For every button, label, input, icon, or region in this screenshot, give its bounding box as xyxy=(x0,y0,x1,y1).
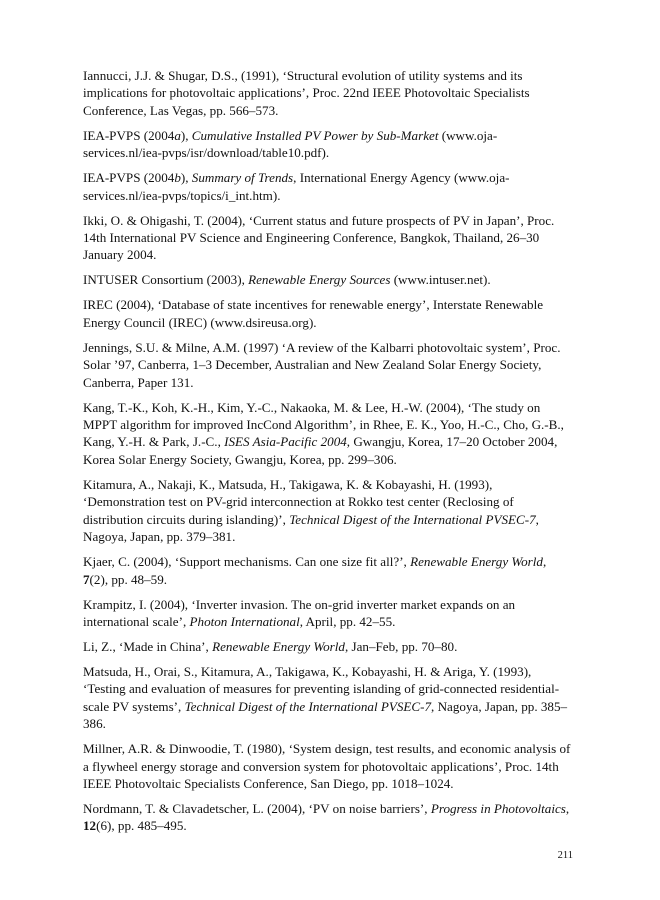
reference-text: , Jan–Feb, pp. 70–80. xyxy=(344,638,458,654)
reference-text: (2), pp. 48–59. xyxy=(89,571,168,587)
reference-text: Kang, T.-K., Koh, K.-H., Kim, Y.-C., Nakaoka, M. & Lee, H.-W. (2004), ‘The study on MPPT algorithm for improved IncCond Algorithm’, in Rhee, E. K., Yoo, H.-C., Cho, G.-B., Kang, Y.-H. & Park, J.-C., xyxy=(83,399,564,450)
reference-text: , xyxy=(542,554,547,570)
reference-text: , Nagoya, Japan, pp. 379–381. xyxy=(83,511,539,545)
reference-italic-text: Renewable Energy Sources xyxy=(248,272,391,288)
reference-text: (www.intuser.net). xyxy=(390,272,491,288)
reference-entry xyxy=(83,476,573,546)
reference-italic-text: Technical Digest of the International PVSEC-7 xyxy=(184,698,432,714)
reference-text: (6), pp. 485–495. xyxy=(96,818,187,834)
reference-entry xyxy=(83,169,573,204)
reference-text: Li, Z., ‘Made in China’, xyxy=(83,638,213,654)
reference-entry xyxy=(83,399,573,469)
reference-bold-text: 7 xyxy=(83,571,90,587)
reference-entry xyxy=(83,553,573,588)
reference-italic-text: Renewable Energy World xyxy=(212,638,345,654)
reference-bold-text: 12 xyxy=(83,818,97,834)
reference-italic-text: Summary of Trends xyxy=(191,170,294,186)
reference-entry xyxy=(83,663,573,733)
reference-text: Matsuda, H., Orai, S., Kitamura, A., Takigawa, K., Kobayashi, H. & Ariga, Y. (1993), ‘Testing and evaluation of measures for preventing islanding of grid-connected residential-scale PV systems’, xyxy=(83,663,560,714)
reference-entry xyxy=(83,296,573,331)
reference-text: Millner, A.R. & Dinwoodie, T. (1980), ‘System design, test results, and economic analysis of a flywheel energy storage and conversion system for photovoltaic applications’, Proc. 14th IEEE Photovoltaic Specialists Conference, San Diego, pp. 1018–1024. xyxy=(83,741,571,791)
reference-list xyxy=(83,67,573,842)
reference-italic-text: b xyxy=(174,170,181,186)
reference-text: IREC (2004), ‘Database of state incentives for renewable energy’, Interstate Renewable Energy Council (IREC) (www.dsireusa.org). xyxy=(83,297,544,330)
reference-entry xyxy=(83,339,573,391)
reference-text: Iannucci, J.J. & Shugar, D.S., (1991), ‘Structural evolution of utility systems and its implications for photovoltaic applications’, Proc. 22nd IEEE Photovoltaic Specialists Conference, Las Vegas, pp. 566–573. xyxy=(83,68,530,118)
reference-entry xyxy=(83,212,573,264)
reference-text: Ikki, O. & Ohigashi, T. (2004), ‘Current status and future prospects of PV in Japan’, Proc. 14th International PV Science and Engineering Conference, Bangkok, Thailand, 26–30 January 2004. xyxy=(83,212,555,263)
reference-entry xyxy=(83,596,573,631)
reference-text: INTUSER Consortium (2003), xyxy=(83,272,249,288)
reference-entry xyxy=(83,127,573,162)
reference-text: , International Energy Agency (www.oja-services.nl/iea-pvps/topics/i_int.htm). xyxy=(83,170,510,203)
reference-text: (www.oja-services.nl/iea-pvps/isr/download/table10.pdf). xyxy=(83,127,498,161)
reference-italic-text: a xyxy=(174,127,181,143)
page-number: 211 xyxy=(557,850,573,861)
reference-text: Kitamura, A., Nakaji, K., Matsuda, H., Takigawa, K. & Kobayashi, H. (1993), ‘Demonstration test on PV-grid interconnection at Rokko test center (Reclosing of distribution circuits during islanding)’, xyxy=(83,476,514,527)
reference-text: Jennings, S.U. & Milne, A.M. (1997) ‘A review of the Kalbarri photovoltaic system’, Proc. Solar ’97, Canberra, 1–3 December, Australian and New Zealand Solar Energy Society, Canberra, Paper 131. xyxy=(83,339,561,390)
reference-text: , xyxy=(565,800,570,816)
reference-text: , Gwangju, Korea, 17–20 October 2004, Korea Solar Energy Society, Gwangju, Korea, pp. 299–306. xyxy=(83,434,558,467)
reference-italic-text: ISES Asia-Pacific 2004 xyxy=(224,434,347,450)
reference-italic-text: Renewable Energy World xyxy=(410,554,543,570)
reference-text: Nordmann, T. & Clavadetscher, L. (2004), ‘PV on noise barriers’, xyxy=(83,800,431,816)
reference-italic-text: Technical Digest of the International PVSEC-7 xyxy=(289,511,536,527)
reference-italic-text: Progress in Photovoltaics xyxy=(430,800,566,816)
reference-entry xyxy=(83,740,573,792)
reference-text: IEA-PVPS (2004 xyxy=(83,170,175,186)
reference-entry xyxy=(83,271,573,288)
reference-text: ), xyxy=(180,127,192,143)
reference-text: ), xyxy=(180,170,192,186)
reference-text: , Nagoya, Japan, pp. 385–386. xyxy=(83,698,568,732)
reference-entry xyxy=(83,67,573,119)
reference-entry xyxy=(83,638,573,655)
reference-text: Kjaer, C. (2004), ‘Support mechanisms. Can one size fit all?’, xyxy=(83,554,411,570)
reference-italic-text: Cumulative Installed PV Power by Sub-Market xyxy=(191,127,439,143)
reference-entry xyxy=(83,800,573,835)
reference-text: Krampitz, I. (2004), ‘Inverter invasion. The on-grid inverter market expands on an international scale’, xyxy=(83,596,516,629)
reference-text: IEA-PVPS (2004 xyxy=(83,127,175,143)
reference-italic-text: Photon International xyxy=(189,613,300,629)
reference-text: , April, pp. 42–55. xyxy=(299,613,396,629)
